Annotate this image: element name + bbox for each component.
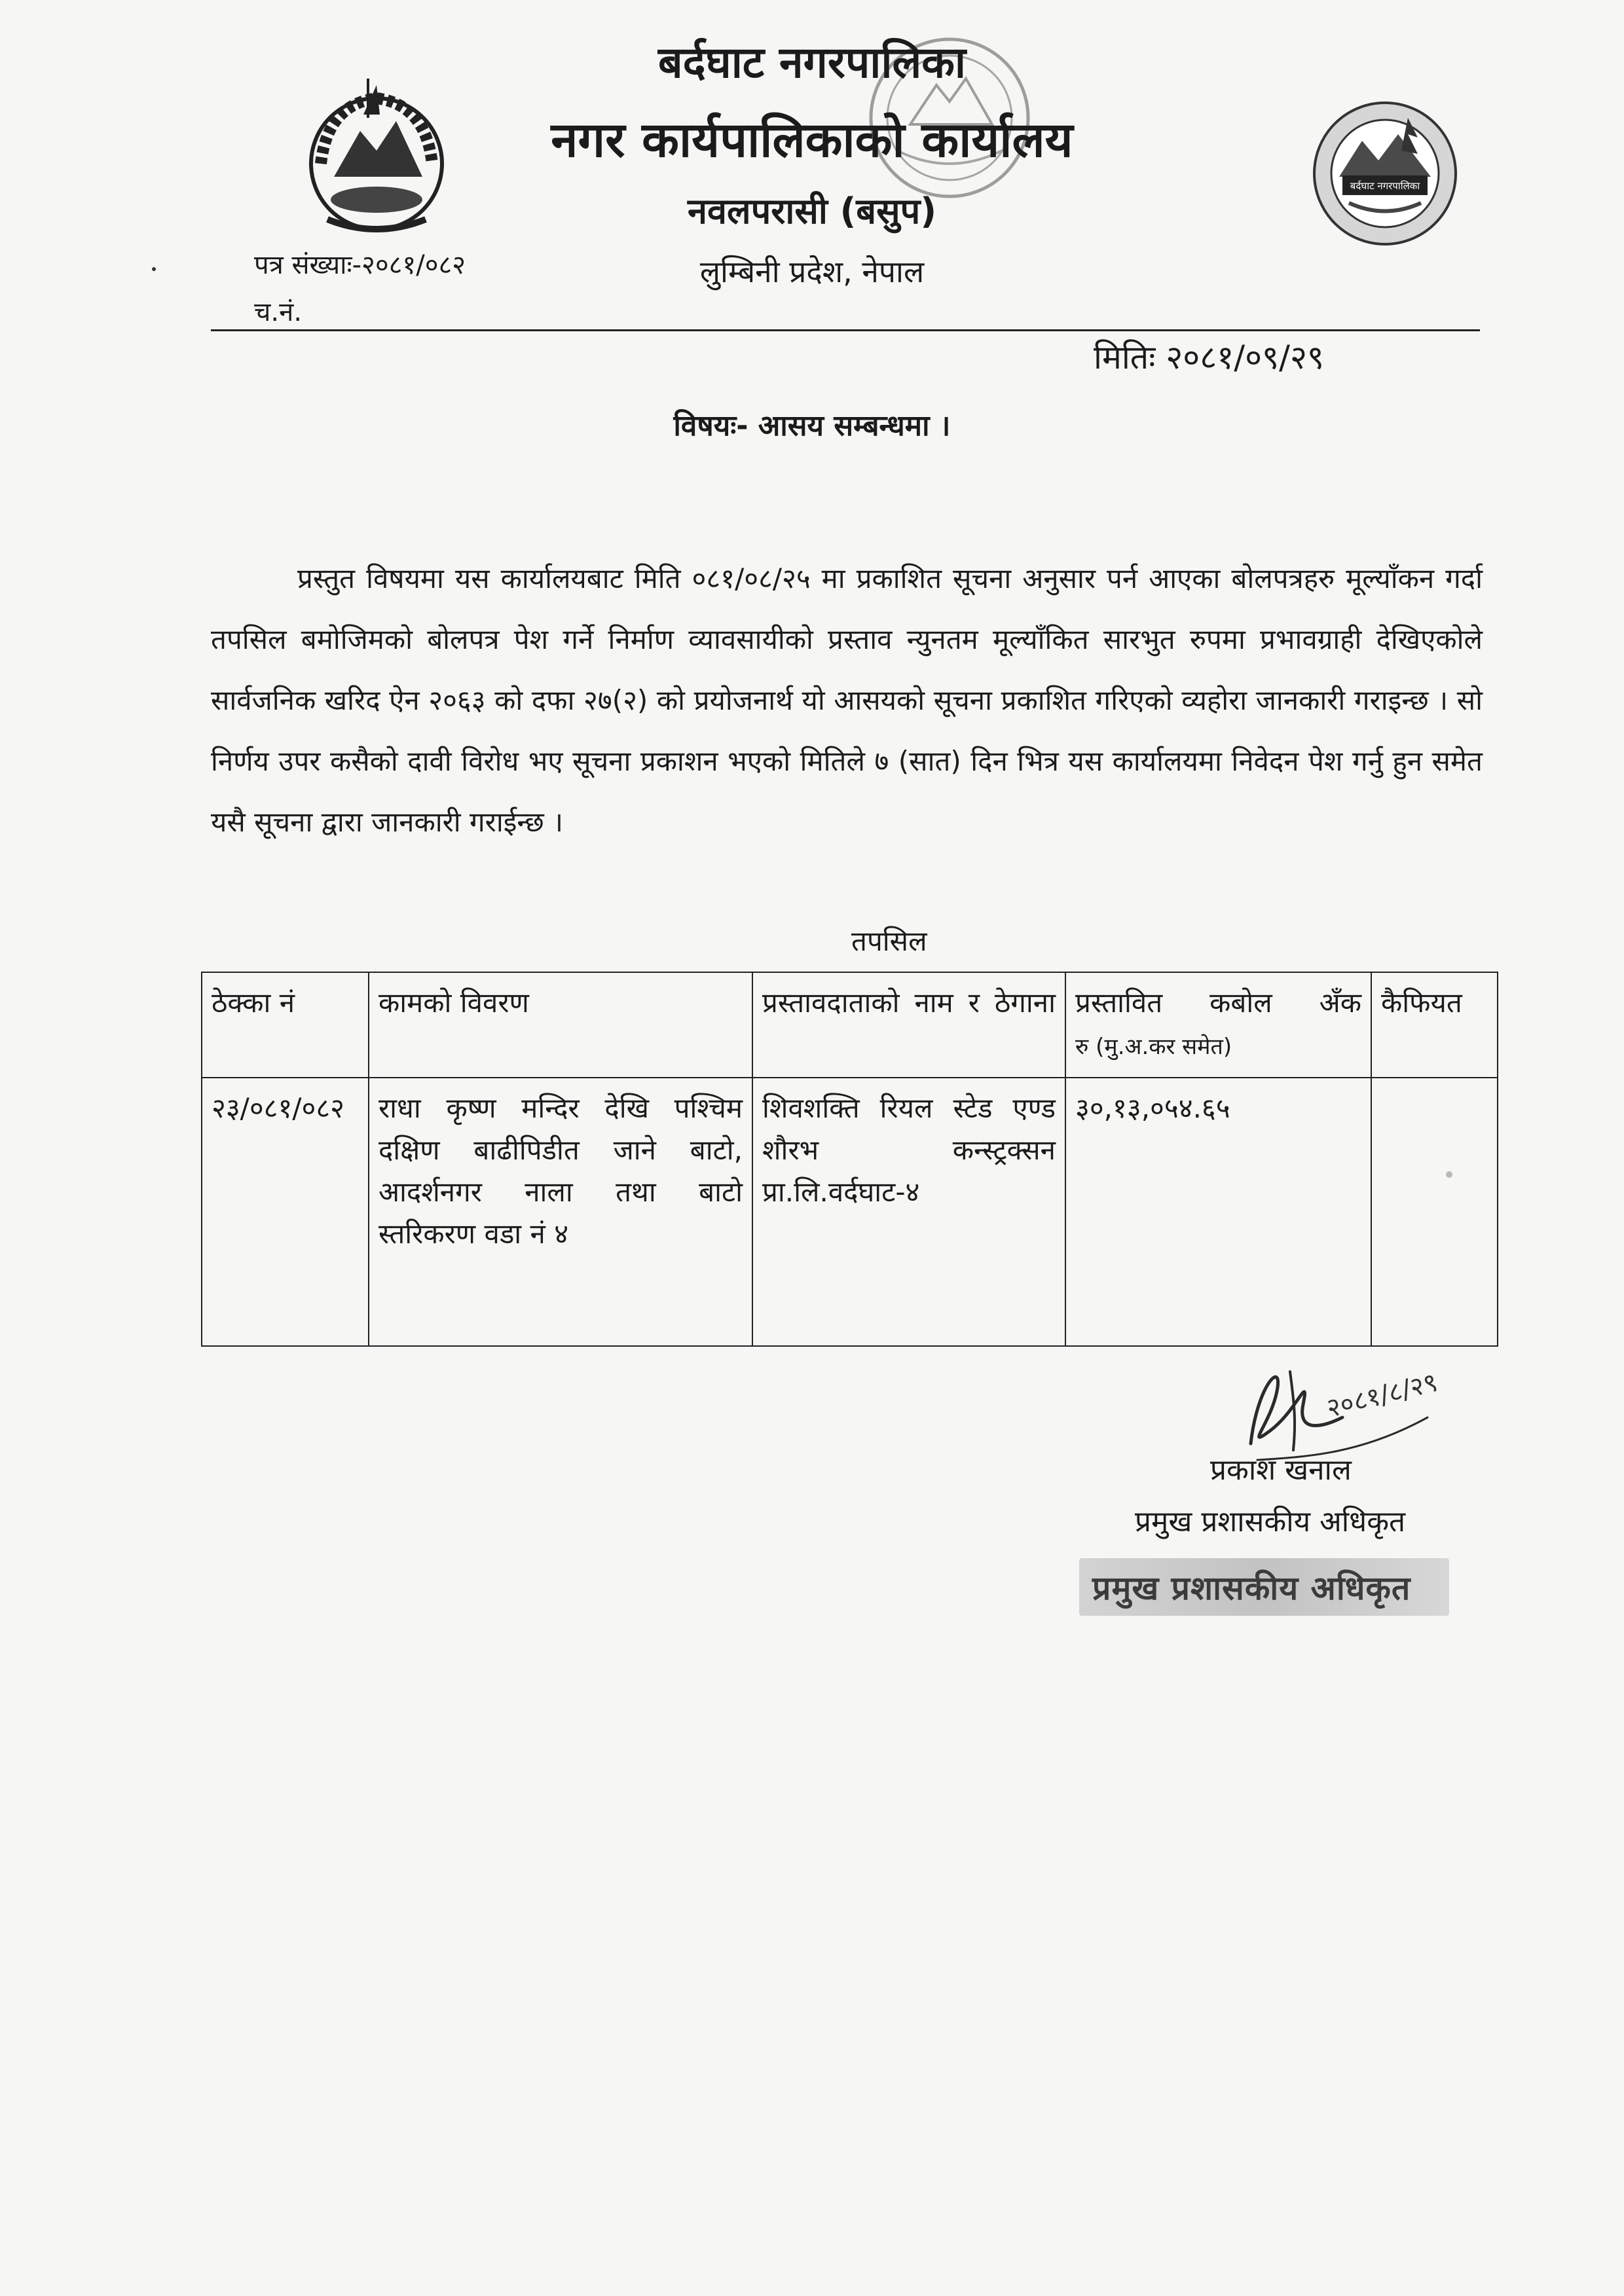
letter-subject: विषयः- आसय सम्बन्धमा । — [673, 409, 951, 443]
designation-stamp-text: प्रमुख प्रशासकीय अधिकृत — [1092, 1569, 1411, 1607]
header-amount-label: प्रस्तावित कबोल अँक — [1075, 987, 1361, 1019]
svg-text:बर्दघाट नगरपालिका: बर्दघाट नगरपालिका — [1350, 180, 1420, 192]
province-name: लुम्बिनी प्रदेश, नेपाल — [699, 254, 925, 289]
bid-schedule-table — [201, 972, 1498, 1347]
header-work-description: कामको विवरण — [369, 972, 752, 1078]
header-amount-note: रु (मु.अ.कर समेत) — [1075, 1034, 1232, 1060]
cell-remarks — [1371, 1078, 1498, 1346]
letter-reference-number: पत्र संख्याः-२०८१/०८२ — [254, 250, 466, 280]
scan-speck — [1446, 1171, 1452, 1178]
header-divider — [211, 329, 1480, 331]
office-name: नगर कार्यपालिकाको कार्यालय — [551, 112, 1073, 168]
dispatch-number: च.नं. — [254, 297, 303, 327]
header-remarks: कैफियत — [1371, 972, 1498, 1078]
cell-work-description: राधा कृष्ण मन्दिर देखि पश्चिम दक्षिण बाढीपिडीत जाने बाटो, आदर्शनगर नाला तथा बाटो स्तरिकरण वडा नं ४ — [369, 1078, 752, 1346]
signatory-name: प्रकाश खनाल — [1210, 1453, 1352, 1487]
municipality-name: बर्दघाट नगरपालिका — [657, 37, 967, 88]
svg-text:२०८१/८/२९: २०८१/८/२९ — [1323, 1367, 1441, 1424]
header-bidder: प्रस्तावदाताको नाम र ठेगाना — [752, 972, 1065, 1078]
letter-body: प्रस्तुत विषयमा यस कार्यालयबाट मिति ०८१/०८/२५ मा प्रकाशित सूचना अनुसार पर्न आएका बोलपत्रहरु मूल्यॉंकन गर्दा तपसिल बमोजिमको बोलपत्र पेश गर्ने निर्माण व्यावसायीको प्रस्ताव न्युनतम मूल्यॉंकित सारभुत रुपमा प्रभावग्राही देखिएकोले सार्वजनिक खरिद ऐन २०६३ को दफा २७(२) को प्रयोजनार्थ यो आसयको सूचना प्रकाशित गरिएको व्यहोरा जानकारी गराइन्छ । सो निर्णय उपर कसैको दावी विरोध भए सूचना प्रकाशन भएको मितिले ७ (सात) दिन भित्र यस कार्यालयमा निवेदन पेश गर्नु हुन समेत यसै सूचना द्वारा जानकारी गराईन्छ । — [211, 562, 1483, 838]
district-name: नवलपरासी (बसुप) — [687, 191, 936, 232]
header-amount — [1065, 972, 1371, 1078]
letter-date: मितिः २०८१/०९/२९ — [1094, 338, 1324, 376]
header-contract-no: ठेक्का नं — [202, 972, 369, 1078]
schedule-caption: तपसिल — [851, 925, 927, 957]
cell-contract-no: २३/०८१/०८२ — [202, 1078, 369, 1346]
cell-bidder: शिवशक्ति रियल स्टेड एण्ड शौरभ कन्स्ट्रक्सन प्रा.लि.वर्दघाट-४ — [752, 1078, 1065, 1346]
signatory-title: प्रमुख प्रशासकीय अधिकृत — [1135, 1505, 1406, 1539]
table-row — [202, 1078, 1498, 1346]
table-header-row — [202, 972, 1498, 1078]
cell-amount: ३०,१३,०५४.६५ — [1065, 1078, 1371, 1346]
scan-speck — [152, 267, 156, 271]
